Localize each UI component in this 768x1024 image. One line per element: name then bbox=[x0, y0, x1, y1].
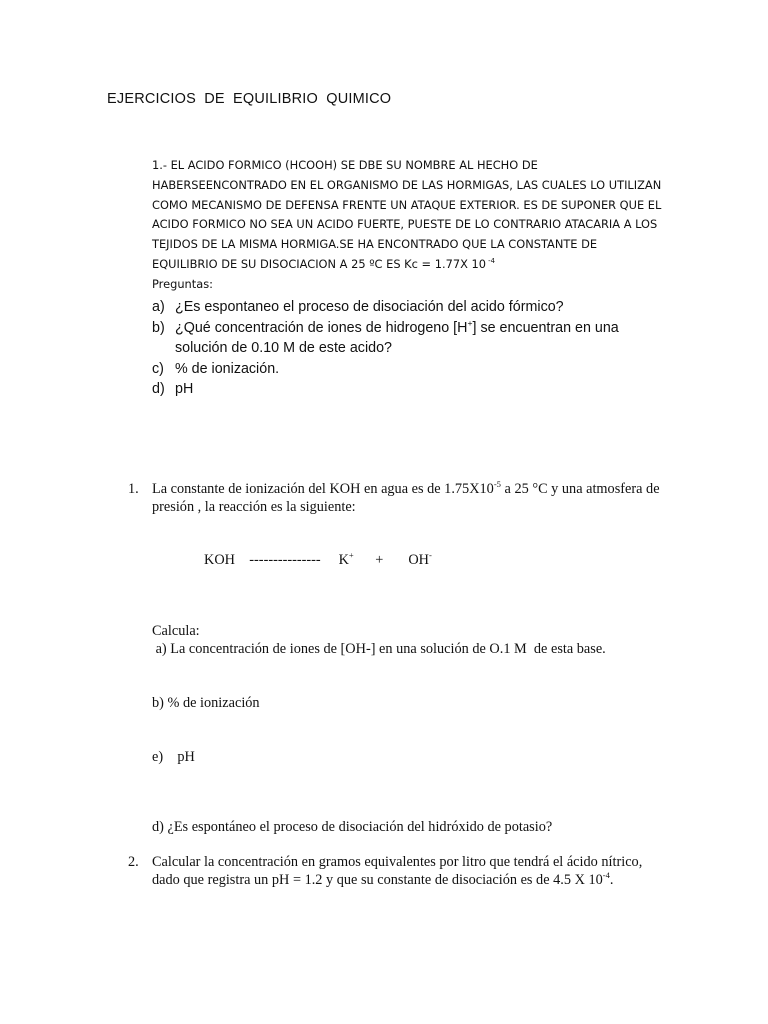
question-label: b) bbox=[152, 319, 165, 336]
question-label: a) bbox=[152, 299, 165, 315]
reaction-equation bbox=[204, 551, 432, 569]
exercise-2-text-post: . bbox=[609, 872, 614, 888]
exercise-number: 1. bbox=[128, 481, 139, 497]
plus-sign: + bbox=[375, 552, 384, 568]
exponent: -4 bbox=[602, 870, 610, 881]
charge-plus: + bbox=[348, 550, 354, 561]
calc-item-b: b) % de ionización bbox=[152, 695, 260, 711]
charge-minus: - bbox=[428, 550, 432, 561]
calcula-label: Calcula: bbox=[152, 623, 200, 639]
calc-item-a: a) La concentración de iones de [OH-] en una solución de O.1 M de esta base. bbox=[152, 641, 606, 657]
exponent: -5 bbox=[493, 479, 501, 490]
exercise-1-text-post: a 25 °C y una atmosfera de presión , la reacción es la siguiente: bbox=[152, 481, 660, 515]
exercise-2-text-pre: Calcular la concentración en gramos equivalentes por litro que tendrá el ácido nítrico, dado que registra un pH = 1.2 y que su constante de disociación es de 4.5 X 10 bbox=[152, 854, 643, 888]
exercise-1-text-pre: La constante de ionización del KOH en agua es de 1.75X10 bbox=[152, 481, 494, 497]
h-plus-superscript: + bbox=[467, 317, 473, 328]
question-text-post: ] se encuentran en una solución de 0.10 M de este acido? bbox=[175, 319, 619, 356]
problem-1-line: TEJIDOS DE LA MISMA HORMIGA.SE HA ENCONTRADO QUE LA CONSTANTE DE bbox=[152, 237, 598, 252]
question-label: c) bbox=[152, 360, 164, 377]
preguntas-label: Preguntas: bbox=[152, 276, 213, 291]
kc-text: EQUILIBRIO DE SU DISOCIACION A 25 ºC ES Kc = 1.77X 10 bbox=[152, 256, 486, 271]
exercise-number: 2. bbox=[128, 854, 139, 870]
exercise-1 bbox=[128, 480, 668, 516]
exercise-1-text bbox=[152, 480, 668, 516]
problem-1-line-kc bbox=[152, 255, 672, 275]
reactant: KOH bbox=[204, 552, 235, 568]
kc-exponent: -4 bbox=[485, 257, 495, 266]
problem-1-line: HABERSEENCONTRADO EN EL ORGANISMO DE LAS HORMIGAS, LAS CUALES LO UTILIZAN bbox=[152, 177, 662, 192]
product-anion: OH bbox=[408, 552, 429, 568]
question-text: pH bbox=[175, 381, 194, 397]
question-text bbox=[175, 318, 672, 359]
calc-item-e: e) pH bbox=[152, 749, 195, 765]
calc-item-d: d) ¿Es espontáneo el proceso de disociación del hidróxido de potasio? bbox=[152, 819, 553, 835]
exercise-2 bbox=[128, 853, 668, 889]
problem-1-line: ACIDO FORMICO NO SEA UN ACIDO FUERTE, PUESTE DE LO CONTRARIO ATACARIA A LOS bbox=[152, 217, 658, 232]
question-text: % de ionización. bbox=[175, 360, 280, 377]
document-title: EJERCICIOS DE EQUILIBRIO QUIMICO bbox=[107, 91, 392, 107]
problem-1-line: COMO MECANISMO DE DEFENSA FRENTE UN ATAQUE EXTERIOR. ES DE SUPONER QUE EL bbox=[152, 197, 662, 212]
exercise-2-text bbox=[152, 853, 668, 889]
question-b bbox=[152, 318, 672, 359]
question-text-pre: ¿Qué concentración de iones de hidrogeno [H bbox=[175, 319, 468, 336]
question-label: d) bbox=[152, 381, 165, 397]
question-d bbox=[152, 379, 672, 400]
problem-1-statement bbox=[152, 156, 672, 295]
question-a bbox=[152, 297, 672, 318]
question-list bbox=[152, 297, 672, 400]
product-cation: K bbox=[338, 552, 349, 568]
problem-1-line: 1.- EL ACIDO FORMICO (HCOOH) SE DBE SU NOMBRE AL HECHO DE bbox=[152, 158, 538, 172]
reaction-arrow: --------------- bbox=[249, 552, 321, 568]
question-text: ¿Es espontaneo el proceso de disociación del acido fórmico? bbox=[175, 299, 564, 315]
question-c bbox=[152, 359, 672, 380]
